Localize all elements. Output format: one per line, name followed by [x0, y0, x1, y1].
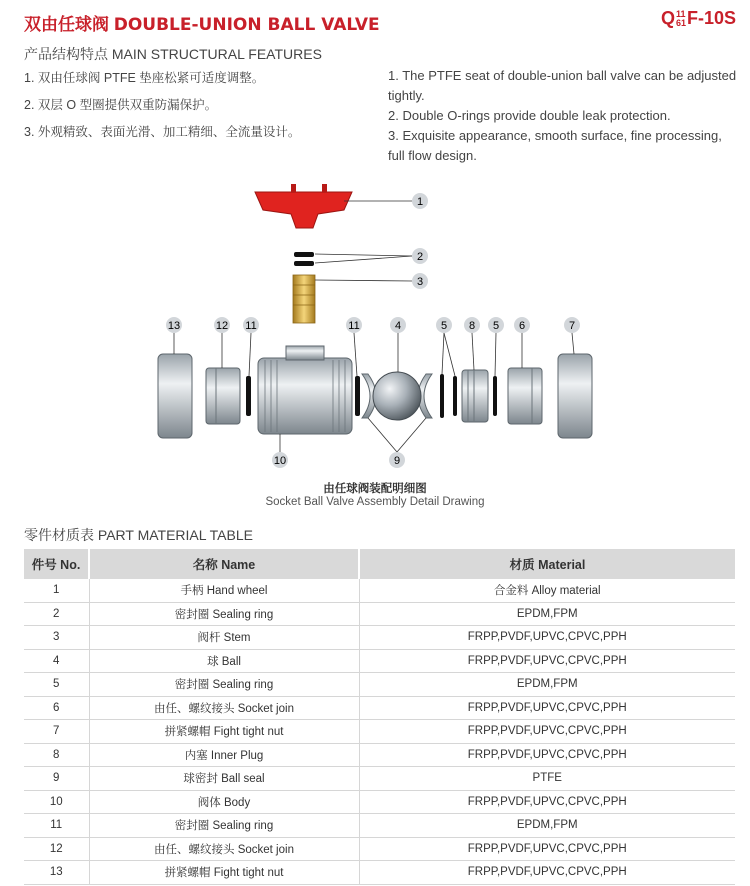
callout-12 — [214, 317, 230, 333]
inner-plug-part — [462, 370, 488, 422]
cell-no: 12 — [24, 837, 89, 861]
callout-4 — [390, 317, 406, 333]
callout-label: 5 — [492, 320, 500, 332]
stem-o-ring-part — [294, 261, 314, 266]
features-heading: 产品结构特点 MAIN STRUCTURAL FEATURES — [24, 46, 322, 62]
drawing-caption-zh: 由任球阀装配明细图 — [323, 483, 427, 495]
model-fraction — [676, 10, 686, 28]
model-sup: 11 — [675, 9, 686, 20]
o-ring-5-left-part — [440, 374, 444, 418]
callout-label: 10 — [273, 455, 287, 467]
cell-name: 阀体 Body — [89, 790, 359, 814]
callout-9 — [389, 452, 405, 468]
feature-en-item: 1. The PTFE seat of double-union ball valve can be adjusted tightly. — [388, 68, 737, 103]
handle-wheel-part — [255, 184, 352, 228]
cell-no: 10 — [24, 790, 89, 814]
table-row — [24, 649, 735, 673]
union-left-part — [206, 368, 240, 424]
cell-name: 球密封 Ball seal — [89, 767, 359, 791]
table-row — [24, 837, 735, 861]
title-zh: 双由任球阀 — [24, 15, 109, 34]
callout-label: 5 — [440, 320, 448, 332]
col-header-name: 名称 Name — [89, 549, 359, 579]
stem-o-ring-part — [294, 252, 314, 257]
callout-label: 1 — [416, 196, 424, 208]
model-suffix: F-10S — [686, 8, 736, 28]
feature-zh-item: 3. 外观精致、表面光滑、加工精细、全流量设计。 — [24, 125, 301, 139]
cell-name: 拼紧螺帽 Fight tight nut — [89, 861, 359, 885]
feature-en-item: 2. Double O-rings provide double leak protection. — [388, 108, 671, 123]
cell-no: 13 — [24, 861, 89, 885]
cell-no: 9 — [24, 767, 89, 791]
cell-no: 11 — [24, 814, 89, 838]
cell-name: 密封圈 Sealing ring — [89, 814, 359, 838]
callouts — [166, 193, 580, 468]
nut-left-part — [158, 354, 192, 438]
callout-5 — [436, 317, 452, 333]
cell-no: 7 — [24, 720, 89, 744]
table-row — [24, 814, 735, 838]
col-header-no: 件号 No. — [24, 549, 89, 579]
o-ring-left-part — [246, 376, 251, 416]
model-code — [661, 8, 736, 29]
callout-label: 12 — [215, 320, 229, 332]
table-row — [24, 626, 735, 650]
table-heading: 零件材质表 PART MATERIAL TABLE — [24, 527, 253, 543]
callout-label: 3 — [416, 276, 424, 288]
callout-11 — [243, 317, 259, 333]
cell-no: 5 — [24, 673, 89, 697]
page-title — [24, 10, 380, 35]
features-en-list — [388, 66, 738, 166]
cell-name: 手柄 Hand wheel — [89, 579, 359, 602]
features-zh-list — [24, 68, 374, 149]
drawing-caption-en: Socket Ball Valve Assembly Detail Drawing — [265, 496, 485, 508]
cell-no: 6 — [24, 696, 89, 720]
table-row — [24, 579, 735, 602]
cell-name: 阀杆 Stem — [89, 626, 359, 650]
o-ring-right-part — [355, 376, 360, 416]
callout-6 — [514, 317, 530, 333]
table-row — [24, 696, 735, 720]
callout-2 — [412, 248, 428, 264]
table-row — [24, 767, 735, 791]
callout-label: 7 — [568, 320, 576, 332]
cell-name: 拼紧螺帽 Fight tight nut — [89, 720, 359, 744]
cell-material: EPDM,FPM — [359, 814, 735, 838]
callout-label: 4 — [394, 320, 402, 332]
col-header-material: 材质 Material — [359, 549, 735, 579]
cell-no: 8 — [24, 743, 89, 767]
cell-material: 合金料 Alloy material — [359, 579, 735, 602]
cell-material: FRPP,PVDF,UPVC,CPVC,PPH — [359, 626, 735, 650]
model-prefix: Q — [660, 8, 675, 28]
cell-name: 密封圈 Sealing ring — [89, 673, 359, 697]
callout-10 — [272, 452, 288, 468]
callout-13 — [166, 317, 182, 333]
callout-7 — [564, 317, 580, 333]
cell-material: PTFE — [359, 767, 735, 791]
callout-1 — [412, 193, 428, 209]
feature-en-item: 3. Exquisite appearance, smooth surface, fine processing, full flow design. — [388, 128, 722, 163]
table-row — [24, 743, 735, 767]
callout-label: 9 — [393, 455, 401, 467]
cell-name: 球 Ball — [89, 649, 359, 673]
cell-material: EPDM,FPM — [359, 673, 735, 697]
cell-no: 4 — [24, 649, 89, 673]
nut-right-part — [558, 354, 592, 438]
ball-part — [373, 372, 421, 420]
cell-name: 由任、螺纹接头 Socket join — [89, 696, 359, 720]
callout-label: 11 — [348, 320, 360, 332]
feature-zh-item: 1. 双由任球阀 PTFE 垫座松紧可适度调整。 — [24, 71, 265, 85]
cell-name: 内塞 Inner Plug — [89, 743, 359, 767]
cell-no: 1 — [24, 579, 89, 602]
o-ring-5-left-part — [453, 376, 457, 416]
model-sub: 61 — [675, 18, 686, 29]
cell-material: FRPP,PVDF,UPVC,CPVC,PPH — [359, 720, 735, 744]
cell-material: FRPP,PVDF,UPVC,CPVC,PPH — [359, 861, 735, 885]
table-header-row — [24, 549, 735, 579]
callout-label: 8 — [468, 320, 476, 332]
o-ring-5-right-part — [493, 376, 497, 416]
cell-material: FRPP,PVDF,UPVC,CPVC,PPH — [359, 696, 735, 720]
table-row — [24, 790, 735, 814]
cell-material: FRPP,PVDF,UPVC,CPVC,PPH — [359, 743, 735, 767]
assembly-drawing — [0, 170, 750, 490]
cell-material: FRPP,PVDF,UPVC,CPVC,PPH — [359, 790, 735, 814]
cell-no: 2 — [24, 602, 89, 626]
stem-part — [293, 275, 315, 323]
callout-3 — [412, 273, 428, 289]
callout-5 — [488, 317, 504, 333]
cell-material: FRPP,PVDF,UPVC,CPVC,PPH — [359, 649, 735, 673]
callout-label: 6 — [518, 320, 526, 332]
cell-material: EPDM,FPM — [359, 602, 735, 626]
callout-label: 13 — [167, 320, 181, 332]
callout-label: 2 — [416, 251, 424, 263]
cell-name: 由任、螺纹接头 Socket join — [89, 837, 359, 861]
callout-11 — [346, 317, 362, 333]
part-material-table — [24, 549, 735, 885]
callout-label: 11 — [245, 320, 257, 332]
union-right-part — [508, 368, 542, 424]
table-row — [24, 673, 735, 697]
cell-name: 密封圈 Sealing ring — [89, 602, 359, 626]
feature-zh-item: 2. 双层 O 型圈提供双重防漏保护。 — [24, 98, 218, 112]
valve-body-part — [258, 346, 352, 434]
title-en: DOUBLE-UNION BALL VALVE — [113, 15, 380, 35]
cell-no: 3 — [24, 626, 89, 650]
table-row — [24, 720, 735, 744]
cell-material: FRPP,PVDF,UPVC,CPVC,PPH — [359, 837, 735, 861]
table-row — [24, 861, 735, 885]
table-row — [24, 602, 735, 626]
callout-8 — [464, 317, 480, 333]
